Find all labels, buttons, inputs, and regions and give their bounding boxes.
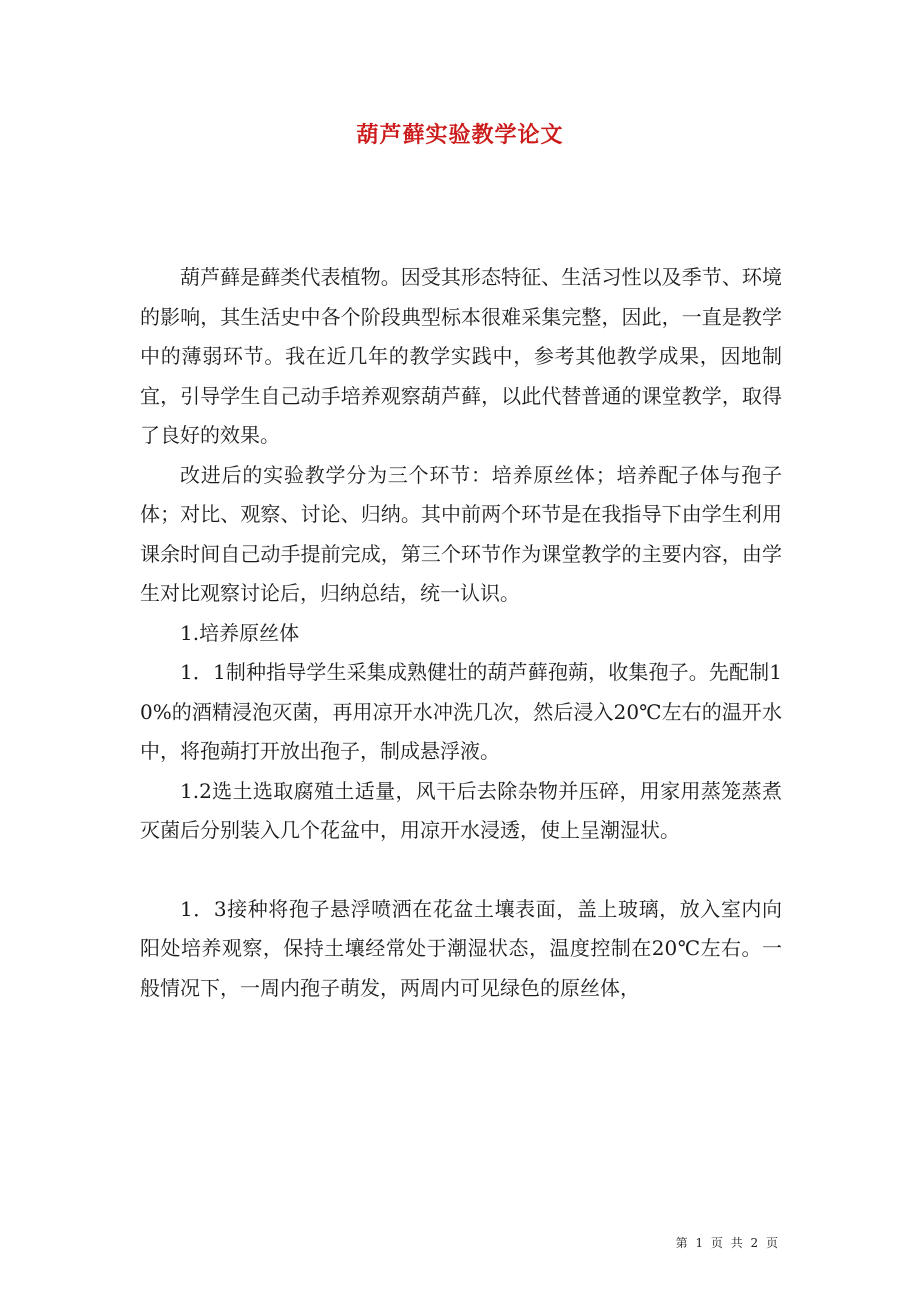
paragraph-1-3: 1．3接种将孢子悬浮喷洒在花盆土壤表面，盖上玻璃，放入室内向阳处培养观察，保持土壤经常处于潮湿状态，温度控制在20℃左右。一般情况下，一周内孢子萌发，两周内可见绿色的原丝体， <box>140 896 782 1000</box>
document-title: 葫芦藓实验教学论文 <box>356 122 564 148</box>
paragraph-1-2: 1.2选土选取腐殖土适量，风干后去除杂物并压碎，用家用蒸笼蒸煮灭菌后分别装入几个花盆中，用凉开水浸透，使上呈潮湿状。 <box>140 778 782 842</box>
paragraph-overview: 改进后的实验教学分为三个环节：培养原丝体；培养配子体与孢子体；对比、观察、讨论、归纳。其中前两个环节是在我指导下由学生利用课余时间自己动手提前完成，第三个环节作为课堂教学的主要内容，由学生对比观察讨论后，归纳总结，统一认识。 <box>140 462 782 605</box>
paragraph-1-1: 1．1制种指导学生采集成熟健壮的葫芦藓孢蒴，收集孢子。先配制10%的酒精浸泡灭菌，再用凉开水冲洗几次，然后浸入20℃左右的温开水中，将孢蒴打开放出孢子，制成悬浮液。 <box>140 660 782 763</box>
paragraph-intro: 葫芦藓是藓类代表植物。因受其形态特征、生活习性以及季节、环境的影响，其生活史中各个阶段典型标本很难采集完整，因此，一直是教学中的薄弱环节。我在近几年的教学实践中，参考其他教学成果，因地制宜，引导学生自己动手培养观察葫芦藓，以此代替普通的课堂教学，取得了良好的效果。 <box>140 265 782 447</box>
section-heading-1: 1.培养原丝体 <box>180 620 300 645</box>
document-body <box>140 258 782 1008</box>
page-number-footer: 第 1 页 共 2 页 <box>675 1236 780 1250</box>
